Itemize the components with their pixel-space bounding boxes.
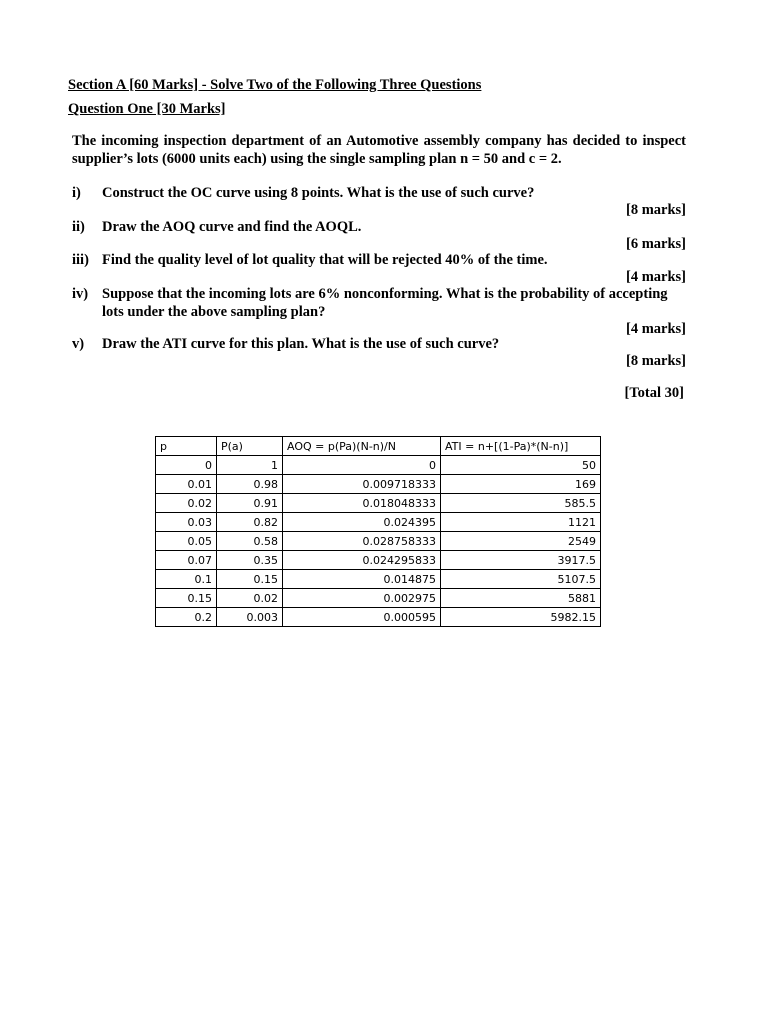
table-row [156,532,601,551]
question-number: v) [72,336,85,352]
cell-p: 0.01 [156,475,217,494]
table-row [156,551,601,570]
question-item [72,285,686,338]
cell-p: 0.03 [156,513,217,532]
cell-ati: 585.5 [441,494,601,513]
question-number: ii) [72,219,85,235]
cell-p: 0.02 [156,494,217,513]
cell-ati: 5881 [441,589,601,608]
question-text: Draw the ATI curve for this plan. What is the use of such curve? [102,336,500,352]
cell-p: 0.2 [156,608,217,627]
question-intro: The incoming inspection department of an Automotive assembly company has decided to inspect supplier’s lots (6000 units each) using the single sampling plan n = 50 and c = 2. [72,133,686,167]
sampling-plan-table [155,436,601,627]
cell-p: 0.15 [156,589,217,608]
cell-ati: 50 [441,456,601,475]
cell-aoq: 0.018048333 [283,494,441,513]
table-row [156,475,601,494]
column-header-pa: P(a) [217,437,283,456]
question-marks: [8 marks] [625,202,686,218]
table-row [156,570,601,589]
cell-aoq: 0.009718333 [283,475,441,494]
question-text: Suppose that the incoming lots are 6% nonconforming. What is the probability of accepting lots under the above sampling plan? [102,286,668,320]
question-marks: [4 marks] [625,269,686,285]
table-row [156,494,601,513]
question-marks: [8 marks] [625,353,686,369]
cell-pa: 0.02 [217,589,283,608]
question-item [72,335,686,370]
question-item [72,184,686,219]
cell-p: 0.1 [156,570,217,589]
cell-pa: 0.15 [217,570,283,589]
question-item [72,251,686,286]
cell-pa: 0.35 [217,551,283,570]
question-number: i) [72,185,81,201]
table-row [156,513,601,532]
cell-pa: 0.82 [217,513,283,532]
table-row [156,589,601,608]
cell-ati: 5982.15 [441,608,601,627]
cell-aoq: 0.000595 [283,608,441,627]
cell-aoq: 0 [283,456,441,475]
cell-pa: 1 [217,456,283,475]
cell-aoq: 0.024295833 [283,551,441,570]
cell-aoq: 0.028758333 [283,532,441,551]
cell-aoq: 0.002975 [283,589,441,608]
question-marks: [4 marks] [625,321,686,337]
column-header-ati: ATI = n+[(1-Pa)*(N-n)] [441,437,601,456]
table-row [156,456,601,475]
question-number: iii) [72,252,89,268]
cell-aoq: 0.014875 [283,570,441,589]
column-header-aoq: AOQ = p(Pa)(N-n)/N [283,437,441,456]
cell-pa: 0.58 [217,532,283,551]
question-text: Find the quality level of lot quality that will be rejected 40% of the time. [102,252,548,268]
cell-ati: 1121 [441,513,601,532]
cell-p: 0.05 [156,532,217,551]
cell-aoq: 0.024395 [283,513,441,532]
section-title: Section A [60 Marks] - Solve Two of the Following Three Questions [68,77,482,93]
cell-pa: 0.003 [217,608,283,627]
cell-ati: 3917.5 [441,551,601,570]
table-row [156,608,601,627]
table-header-row [156,437,601,456]
cell-pa: 0.91 [217,494,283,513]
cell-ati: 2549 [441,532,601,551]
cell-ati: 169 [441,475,601,494]
question-item [72,218,686,253]
question-title: Question One [30 Marks] [68,101,226,117]
question-marks: [6 marks] [625,236,686,252]
question-text: Construct the OC curve using 8 points. What is the use of such curve? [102,185,535,201]
cell-pa: 0.98 [217,475,283,494]
total-marks: [Total 30] [624,385,684,401]
cell-ati: 5107.5 [441,570,601,589]
cell-p: 0 [156,456,217,475]
question-number: iv) [72,286,89,302]
column-header-p: p [156,437,217,456]
question-text: Draw the AOQ curve and find the AOQL. [102,219,362,235]
cell-p: 0.07 [156,551,217,570]
